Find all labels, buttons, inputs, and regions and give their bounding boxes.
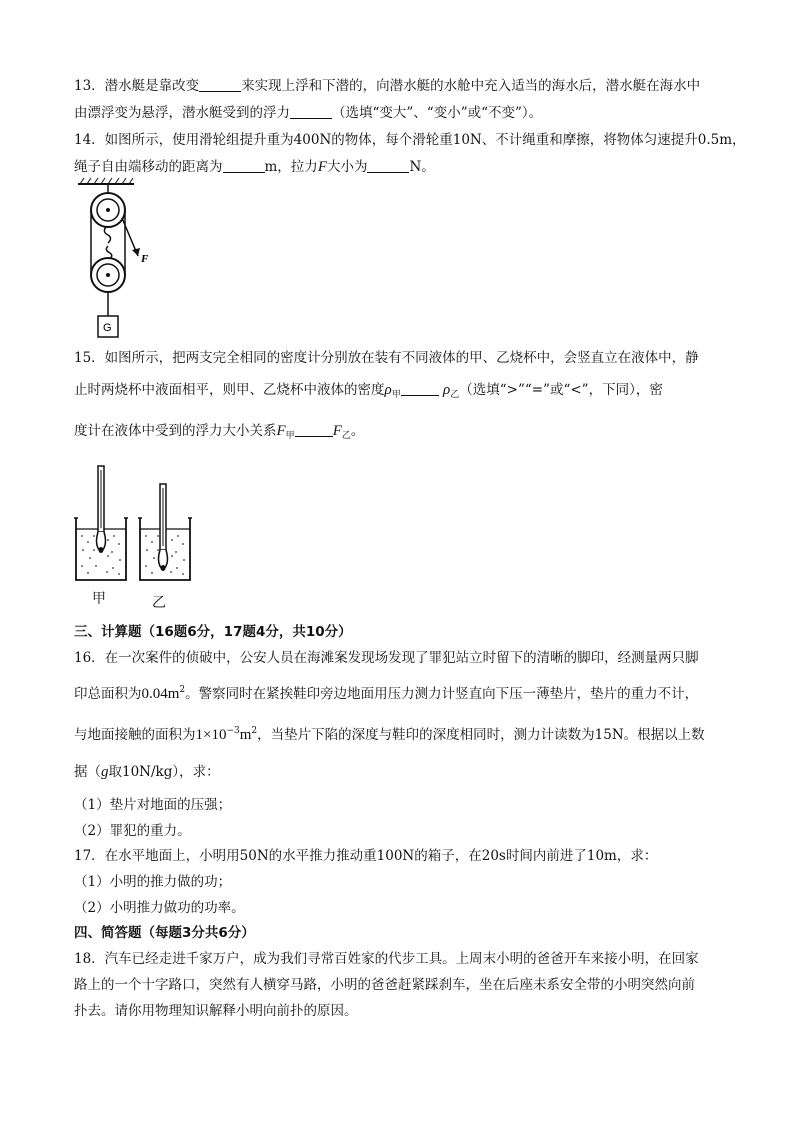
q16-text-f: 取10N/kg），求： [108, 764, 220, 780]
q13-text-c: 由漂浮变为悬浮，潜水艇受到的浮力 [74, 105, 290, 121]
q18-line1: 18．汽车已经走进千家万户，成为我们寻常百姓家的代步工具。上周末小明的爸爸开车来接小明，在回家 [74, 951, 699, 967]
section3-heading: 三、计算题（16题6分，17题4分，共10分） [74, 624, 352, 640]
q14-line2 [74, 157, 435, 177]
rho-sub-yi: 乙 [450, 390, 460, 400]
q13-text-b: 来实现上浮和下潜的，向潜水艇的水舱中充入适当的海水后，潜水艇在海水中 [241, 78, 701, 94]
answer-blank[interactable] [401, 381, 439, 396]
q13-line1 [74, 76, 700, 96]
q15-line2 [74, 380, 663, 405]
q16-text-c: 与地面接触的面积为 [74, 727, 196, 743]
force-sub-jia: 甲 [285, 431, 295, 441]
pad-unit-exponent: 2 [251, 726, 258, 736]
q16-line1 [74, 648, 699, 668]
q17-line1: 17．在水平地面上，小明用50N的水平推力推动重100N的箱子，在20s时间内前进了10m，求： [74, 848, 658, 864]
rho-sub-jia: 甲 [391, 390, 401, 400]
hydrometer-beakers-diagram [74, 466, 204, 586]
section4-heading: 四、简答题（每题3分共6分） [74, 925, 255, 941]
force-symbol: F [276, 423, 286, 439]
q13-line2 [74, 103, 542, 123]
answer-blank[interactable] [295, 422, 333, 437]
pulley-diagram [78, 182, 158, 342]
g-symbol: g [101, 764, 109, 780]
q15-text-b: （选填“>”“=”或“<”，下同），密 [459, 382, 663, 398]
q14-text-c: 大小为 [326, 159, 368, 175]
rho-symbol: ρ [384, 382, 392, 398]
pad-area-exponent: −3 [226, 726, 240, 736]
answer-blank[interactable] [199, 77, 241, 92]
q16-line2 [74, 680, 698, 704]
force-symbol: F [317, 159, 327, 175]
pad-area: 1×10 [195, 727, 227, 743]
q18-line3: 扑去。请你用物理知识解释小明向前扑的原因。 [74, 1003, 358, 1019]
q16-text-a: 印总面积为 [74, 686, 142, 702]
q17-sub2: （2）小明推力做功的功率。 [74, 900, 245, 916]
q14-line1 [74, 130, 746, 150]
pad-area-unit: m [239, 727, 252, 743]
force-sub-yi: 乙 [341, 431, 351, 441]
beaker-label-jia: 甲 [92, 591, 106, 607]
force-symbol: F [332, 423, 342, 439]
q16-sub1: （1）垫片对地面的压强； [74, 797, 232, 813]
q14-text-a: 绳子自由端移动的距离为 [74, 159, 223, 175]
q16-text-e: 据（ [74, 764, 101, 780]
q15-line3 [74, 421, 364, 446]
q13-text-d: （选填“变大”、“变小”或“不变”）。 [332, 105, 543, 121]
force-label: F [141, 253, 149, 265]
q16-sub2: （2）罪犯的重力。 [74, 823, 191, 839]
answer-blank[interactable] [290, 104, 332, 119]
q15-text: 15．如图所示，把两支完全相同的密度计分别放在装有不同液体的甲、乙烧杯中，会竖直立在液体中，静 [74, 350, 699, 366]
answer-blank[interactable] [223, 158, 265, 173]
q14-text: 14．如图所示，使用滑轮组提升重为400N的物体，每个滑轮重10N、不计绳重和摩擦，将物体匀速提升0.5m， [74, 132, 746, 148]
q15-line1 [74, 348, 699, 368]
q18-line2: 路上的一个十字路口，突然有人横穿马路，小明的爸爸赶紧踩刹车，坐在后座未系安全带的小明突然向前 [74, 977, 695, 993]
q15-text-a: 止时两烧杯中液面相平，则甲、乙烧杯中液体的密度 [74, 382, 385, 398]
q14-text-b: m，拉力 [264, 159, 318, 175]
q15-text-d: 。 [350, 423, 365, 439]
q16-text: 16．在一次案件的侦破中，公安人员在海滩案发现场发现了罪犯站立时留下的清晰的脚印，经测量两只脚 [74, 650, 699, 666]
q13-text-a: 13．潜水艇是靠改变 [74, 78, 200, 94]
beaker-label-yi: 乙 [152, 595, 166, 611]
answer-blank[interactable] [367, 158, 409, 173]
q16-line4 [74, 762, 220, 782]
rho-symbol: ρ [443, 382, 451, 398]
q14-text-d: N。 [409, 159, 435, 175]
weight-label: G [103, 322, 112, 334]
q16-text-b: 。警察同时在紧挨鞋印旁边地面用压力测力计竖直向下压一薄垫片，垫片的重力不计， [185, 686, 699, 702]
q16-line3 [74, 721, 705, 745]
footprint-area: 0.04m [141, 686, 180, 702]
q16-text-d: ，当垫片下陷的深度与鞋印的深度相同时，测力计读数为15N。根据以上数 [257, 727, 705, 743]
area-exponent: 2 [179, 685, 186, 695]
q15-text-c: 度计在液体中受到的浮力大小关系 [74, 423, 277, 439]
q17-sub1: （1）小明的推力做的功； [74, 874, 232, 890]
